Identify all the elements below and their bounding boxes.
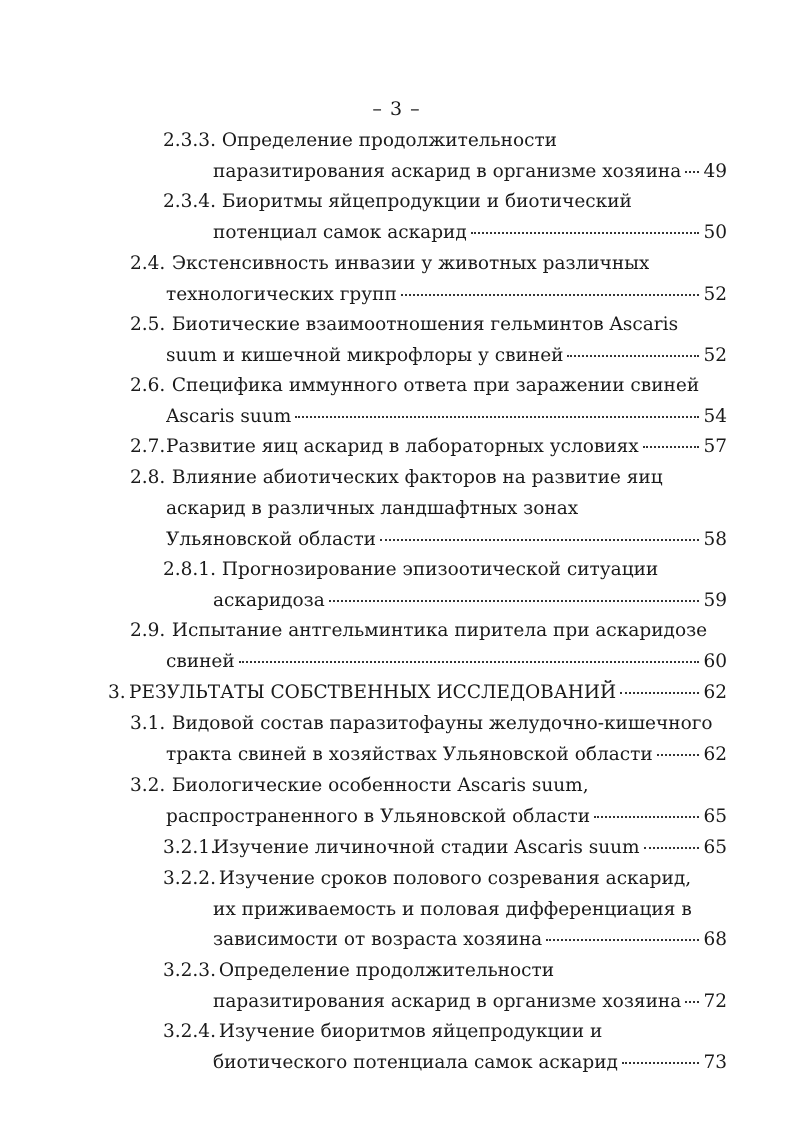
toc-entry-page: 62	[703, 744, 727, 765]
toc-entry-text: Биоритмы яйцепродукции и биотический	[221, 191, 632, 212]
toc-entry-2-8-1-line-2	[213, 588, 727, 614]
toc-entry-text: Изучение личиночной стадии Ascaris suum	[213, 837, 640, 858]
toc-entry-number: 2.9.	[130, 620, 166, 641]
toc-entry-text: зависимости от возраста хозяина	[213, 929, 543, 950]
toc-entry-2-3-3-line-1	[163, 128, 557, 154]
dot-leader	[594, 816, 699, 818]
toc-entry-text: паразитирования аскарид в организме хозяина	[213, 161, 682, 182]
toc-entry-text: Изучение сроков полового созревания аскарид,	[218, 868, 692, 889]
toc-entry-number: 3.2.	[130, 775, 166, 796]
toc-entry-2-8-line-2	[166, 496, 578, 522]
toc-entry-text: Специфика иммунного ответа при заражении свиней	[171, 375, 700, 396]
dot-leader	[644, 847, 700, 849]
toc-entry-page: 60	[703, 651, 727, 672]
dot-leader	[380, 539, 699, 541]
dot-leader	[620, 692, 699, 694]
toc-entry-3-2-2-line-1	[163, 866, 691, 892]
dot-leader	[622, 1062, 700, 1064]
toc-entry-number: 3.2.3.	[163, 960, 216, 981]
toc-entry-3-2-3-line-1	[163, 958, 554, 984]
toc-entry-text: Определение продолжительности	[221, 130, 558, 151]
toc-entry-2-8-line-1	[130, 465, 663, 491]
dot-leader	[401, 294, 700, 296]
toc-entry-3-2-4-line-1	[163, 1019, 602, 1045]
page-number: – 3 –	[372, 98, 421, 120]
dot-leader	[546, 939, 699, 941]
toc-entry-3-1-line-1	[130, 711, 713, 737]
toc-entry-text: распространенного в Ульяновской области	[166, 806, 591, 827]
toc-entry-text: Испытание антгельминтика пиритела при аскаридозе	[171, 620, 708, 641]
toc-entry-page: 49	[703, 161, 727, 182]
toc-entry-2-4-line-1	[130, 251, 649, 277]
toc-entry-number: 3.	[108, 682, 126, 703]
toc-entry-number: 2.7.	[130, 436, 166, 457]
toc-entry-text: Биотические взаимоотношения гельминтов Ascaris	[171, 314, 679, 335]
toc-entry-text: Ульяновской области	[166, 529, 377, 550]
toc-entry-page: 50	[703, 222, 727, 243]
toc-entry-page: 58	[703, 529, 727, 550]
toc-entry-2-3-4-line-2	[213, 220, 727, 246]
toc-entry-3-2-line-1	[130, 773, 589, 799]
toc-entry-text: Видовой состав паразитофауны желудочно-кишечного	[171, 713, 713, 734]
toc-entry-3-2-1-line-1	[163, 835, 727, 861]
dot-leader	[643, 446, 700, 448]
toc-entry-page: 52	[703, 345, 727, 366]
dot-leader	[295, 416, 699, 418]
toc-entry-2-7-line-1	[130, 434, 727, 460]
toc-entry-number: 2.3.4.	[163, 191, 216, 212]
toc-entry-page: 68	[703, 929, 727, 950]
toc-entry-2-9-line-2	[166, 649, 727, 675]
toc-entry-2-3-3-line-2	[213, 159, 727, 185]
toc-entry-number: 3.1.	[130, 713, 166, 734]
dot-leader	[471, 232, 700, 234]
toc-entry-page: 62	[703, 682, 727, 703]
dot-leader	[657, 754, 700, 756]
toc-entry-number: 2.8.	[130, 467, 166, 488]
toc-entry-page: 65	[703, 806, 727, 827]
toc-entry-text: suum и кишечной микрофлоры у свиней	[166, 345, 564, 366]
toc-entry-3-1-line-2	[166, 742, 727, 768]
toc-entry-3-2-line-2	[166, 804, 727, 830]
toc-entry-text: технологических групп	[166, 284, 397, 305]
toc-entry-page: 54	[703, 406, 727, 427]
toc-entry-text: Изучение биоритмов яйцепродукции и	[218, 1021, 603, 1042]
toc-entry-number: 3.2.4.	[163, 1021, 216, 1042]
toc-entry-text: РЕЗУЛЬТАТЫ СОБСТВЕННЫХ ИССЛЕДОВАНИЙ	[129, 682, 617, 703]
toc-entry-number: 2.6.	[130, 375, 166, 396]
toc-entry-text: паразитирования аскарид в организме хозяина	[213, 991, 682, 1012]
toc-entry-3-line-1	[108, 680, 727, 706]
toc-entry-2-5-line-2	[166, 343, 727, 369]
toc-entry-3-2-4-line-2	[213, 1050, 727, 1076]
toc-entry-text: аскарид в различных ландшафтных зонах	[166, 498, 579, 519]
toc-entry-page: 59	[703, 590, 727, 611]
toc-entry-text: Прогнозирование эпизоотической ситуации	[221, 559, 659, 580]
dot-leader	[567, 355, 699, 357]
toc-entry-text: биотического потенциала самок аскарид	[213, 1052, 618, 1073]
toc-entry-3-2-2-line-2	[213, 897, 692, 923]
toc-entry-number: 3.2.2.	[163, 868, 216, 889]
toc-entry-text: Экстенсивность инвазии у животных различных	[171, 253, 650, 274]
toc-entry-number: 2.8.1.	[163, 559, 216, 580]
toc-entry-2-9-line-1	[130, 618, 707, 644]
dot-leader	[685, 171, 699, 173]
toc-entry-text: тракта свиней в хозяйствах Ульяновской области	[166, 744, 653, 765]
toc-entry-3-2-2-line-3	[213, 927, 727, 953]
dot-leader	[685, 1001, 699, 1003]
dot-leader	[239, 661, 700, 663]
toc-entry-number: 2.4.	[130, 253, 166, 274]
toc-entry-number: 2.3.3.	[163, 130, 216, 151]
toc-entry-3-2-3-line-2	[213, 989, 727, 1015]
toc-entry-2-4-line-2	[166, 282, 727, 308]
toc-entry-page: 65	[703, 837, 727, 858]
dot-leader	[329, 600, 700, 602]
toc-entry-2-5-line-1	[130, 312, 678, 338]
toc-entry-2-3-4-line-1	[163, 189, 632, 215]
toc-entry-text: Биологические особенности Ascaris suum,	[171, 775, 589, 796]
toc-entry-page: 72	[703, 991, 727, 1012]
toc-entry-2-6-line-2	[166, 404, 727, 430]
toc-entry-text: Влияние абиотических факторов на развитие яиц	[171, 467, 663, 488]
toc-entry-text: Определение продолжительности	[218, 960, 555, 981]
toc-entry-text: Ascaris suum	[166, 406, 292, 427]
toc-entry-number: 3.2.1.	[163, 837, 216, 858]
toc-entry-number: 2.5.	[130, 314, 166, 335]
toc-entry-2-8-1-line-1	[163, 557, 658, 583]
toc-entry-text: свиней	[166, 651, 235, 672]
toc-entry-page: 57	[703, 436, 727, 457]
toc-entry-page: 73	[703, 1052, 727, 1073]
toc-entry-text: Развитие яиц аскарид в лабораторных условиях	[166, 436, 639, 457]
toc-entry-2-6-line-1	[130, 373, 699, 399]
toc-entry-2-8-line-3	[166, 527, 727, 553]
toc-entry-text: потенциал самок аскарид	[213, 222, 467, 243]
toc-entry-page: 52	[703, 284, 727, 305]
toc-entry-text: аскаридоза	[213, 590, 325, 611]
toc-entry-text: их приживаемость и половая дифференциация в	[213, 899, 692, 920]
